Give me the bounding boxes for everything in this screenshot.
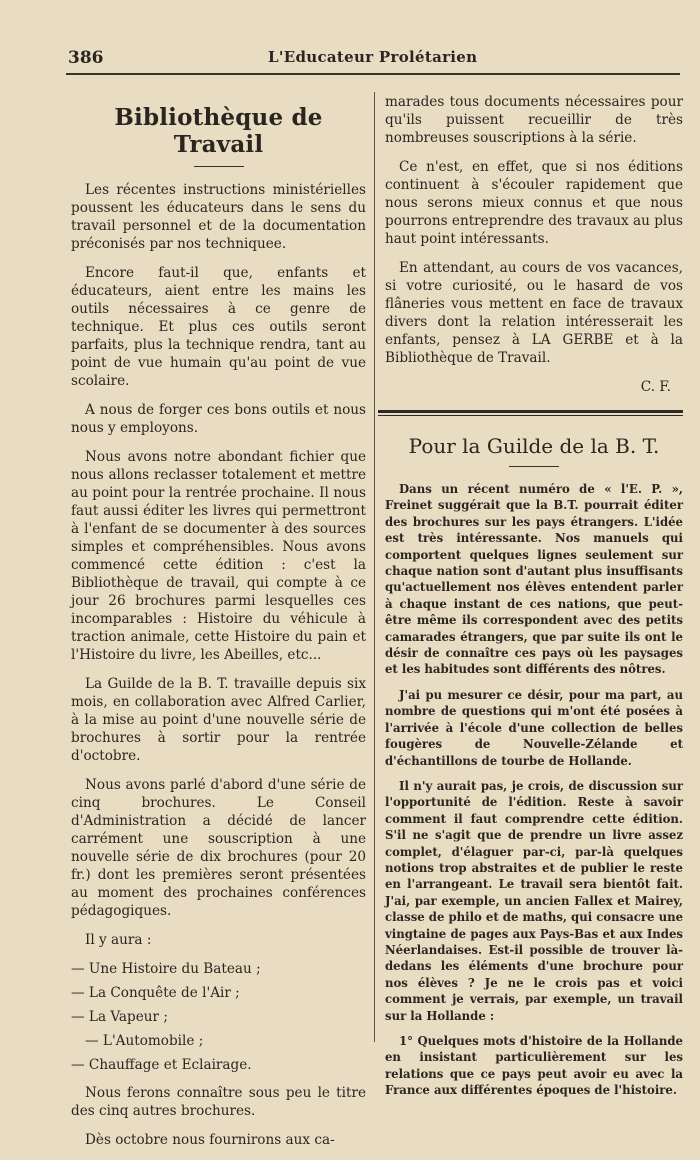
paragraph: Dès octobre nous fournirons aux ca- bbox=[85, 1132, 335, 1148]
paragraph: Il y aura : bbox=[85, 932, 152, 948]
header-rule bbox=[66, 73, 680, 75]
list-item: — Chauffage et Eclairage. bbox=[71, 1057, 252, 1073]
title-rule bbox=[194, 166, 244, 167]
bold-article bbox=[385, 481, 683, 1099]
paragraph: Les récentes instructions ministérielles poussent les éducateurs dans le sens du travail personnel et de la documentation préconisés par nos techniquee. bbox=[71, 182, 366, 252]
paragraph: 1° Quelques mots d'histoire de la Hollande en insistant particulièrement sur les relations que ce pays peut avoir eu avec la France aux différentes époques de l'histoire. bbox=[385, 1034, 683, 1098]
right-column bbox=[385, 93, 683, 1108]
list-item: — Une Histoire du Bateau ; bbox=[71, 961, 261, 977]
section-title: Pour la Guilde de la B. T. bbox=[408, 434, 660, 458]
list-item: — L'Automobile ; bbox=[85, 1033, 204, 1049]
paragraph: Nous avons notre abondant fichier que nous allons reclasser totalement et mettre au point pour la rentrée prochaine. Il nous faut aussi éditer les livres qui permettront à l'enfant de se documenter à des sources simples et compréhensibles. Nous avons commencé cette édition : c'est la Bibliothèque de travail, qui compte à ce jour 26 brochures parmi lesquelles ces incomparables : Histoire du véhicule à traction animale, cette Histoire du pain et l'Histoire du livre, les Abeilles, etc... bbox=[71, 449, 366, 663]
paragraph: Encore faut-il que, enfants et éducateurs, aient entre les mains les outils nécessaires à ce genre de technique. Et plus ces outils seront parfaits, plus la technique rendra, tant au point de vue humain qu'au point de vue scolaire. bbox=[71, 265, 366, 389]
paragraph: Il n'y aurait pas, je crois, de discussion sur l'opportunité de l'édition. Reste à savoir comment il faut comprendre cette édition. S'il ne s'agit que de prendre un livre assez complet, d'élaguer par-ci, par-là quelques notions trop abstraites et de publier le reste en l'arrangeant. Le travail sera bientôt fait. J'ai, par exemple, un ancien Fallex et Mairey, classe de philo et de maths, qui consacre une vingtaine de pages aux Pays-Bas et aux Indes Néerlandaises. Est-il possible de trouver là-dedans les éléments d'une brochure pour nos élèves ? Je ne le crois pas et voici comment je verrais, par exemple, un travail sur la Hollande : bbox=[385, 778, 683, 1023]
running-header bbox=[68, 48, 680, 72]
paragraph: Nous avons parlé d'abord d'une série de cinq brochures. Le Conseil d'Administration a décidé de lancer carrément une souscription à une nouvelle série de dix brochures (pour 20 fr.) dont les premières seront présentées au moment des prochaines conférences pédagogiques. bbox=[71, 777, 366, 919]
article-title: Bibliothèque de Travail bbox=[114, 104, 323, 158]
paragraph: J'ai pu mesurer ce désir, pour ma part, au nombre de questions qui m'ont été posées à l'arrivée à l'école d'une collection de belles fougères de Nouvelle-Zélande et d'échantillons de tourbe de Hollande. bbox=[385, 687, 683, 768]
paragraph: En attendant, au cours de vos vacances, si votre curiosité, ou le hasard de vos flâneries vous mettent en face de travaux divers dont la relation intéresserait les enfants, pensez à LA GERBE et à la Bibliothèque de Travail. bbox=[385, 260, 683, 366]
section-rule-thick bbox=[378, 410, 683, 413]
paragraph: marades tous documents nécessaires pour qu'ils puissent recueillir de très nombreuses souscriptions à la série. bbox=[385, 94, 683, 146]
column-divider bbox=[374, 92, 375, 1042]
signature: C. F. bbox=[640, 379, 671, 395]
page-number: 386 bbox=[68, 48, 104, 68]
left-column bbox=[71, 96, 366, 1160]
title-rule bbox=[509, 466, 559, 467]
paragraph: A nous de forger ces bons outils et nous nous y employons. bbox=[71, 402, 366, 436]
paragraph: Ce n'est, en effet, que si nos éditions continuent à s'écouler rapidement que nous serons mieux connus et que nous pourrons entreprendre des travaux au plus haut point intéressants. bbox=[385, 159, 683, 247]
list-item: — La Vapeur ; bbox=[71, 1009, 168, 1025]
paragraph: La Guilde de la B. T. travaille depuis six mois, en collaboration avec Alfred Carlier, à la mise au point d'une nouvelle série de brochures à sortir pour la rentrée d'octobre. bbox=[71, 676, 366, 764]
list-item: — La Conquête de l'Air ; bbox=[71, 985, 240, 1001]
journal-title: L'Educateur Prolétarien bbox=[268, 48, 478, 66]
section-rule-thin bbox=[378, 415, 683, 416]
paragraph: Nous ferons connaître sous peu le titre des cinq autres brochures. bbox=[71, 1085, 366, 1119]
brochure-list bbox=[71, 960, 366, 1074]
paragraph: Dans un récent numéro de « l'E. P. », Freinet suggérait que la B.T. pourrait éditer des brochures sur les pays étrangers. L'idée est très intéressante. Nos manuels qui comportent quelques lignes seulement sur chaque nation sont d'autant plus insuffisants qu'actuellement nos élèves entendent parler à chaque instant de ces nations, que peut-être même ils correspondent avec des petits camarades étrangers, que par suite ils ont le désir de connaître ces pays où les paysages et les habitudes sont différents des nôtres. bbox=[385, 482, 683, 677]
